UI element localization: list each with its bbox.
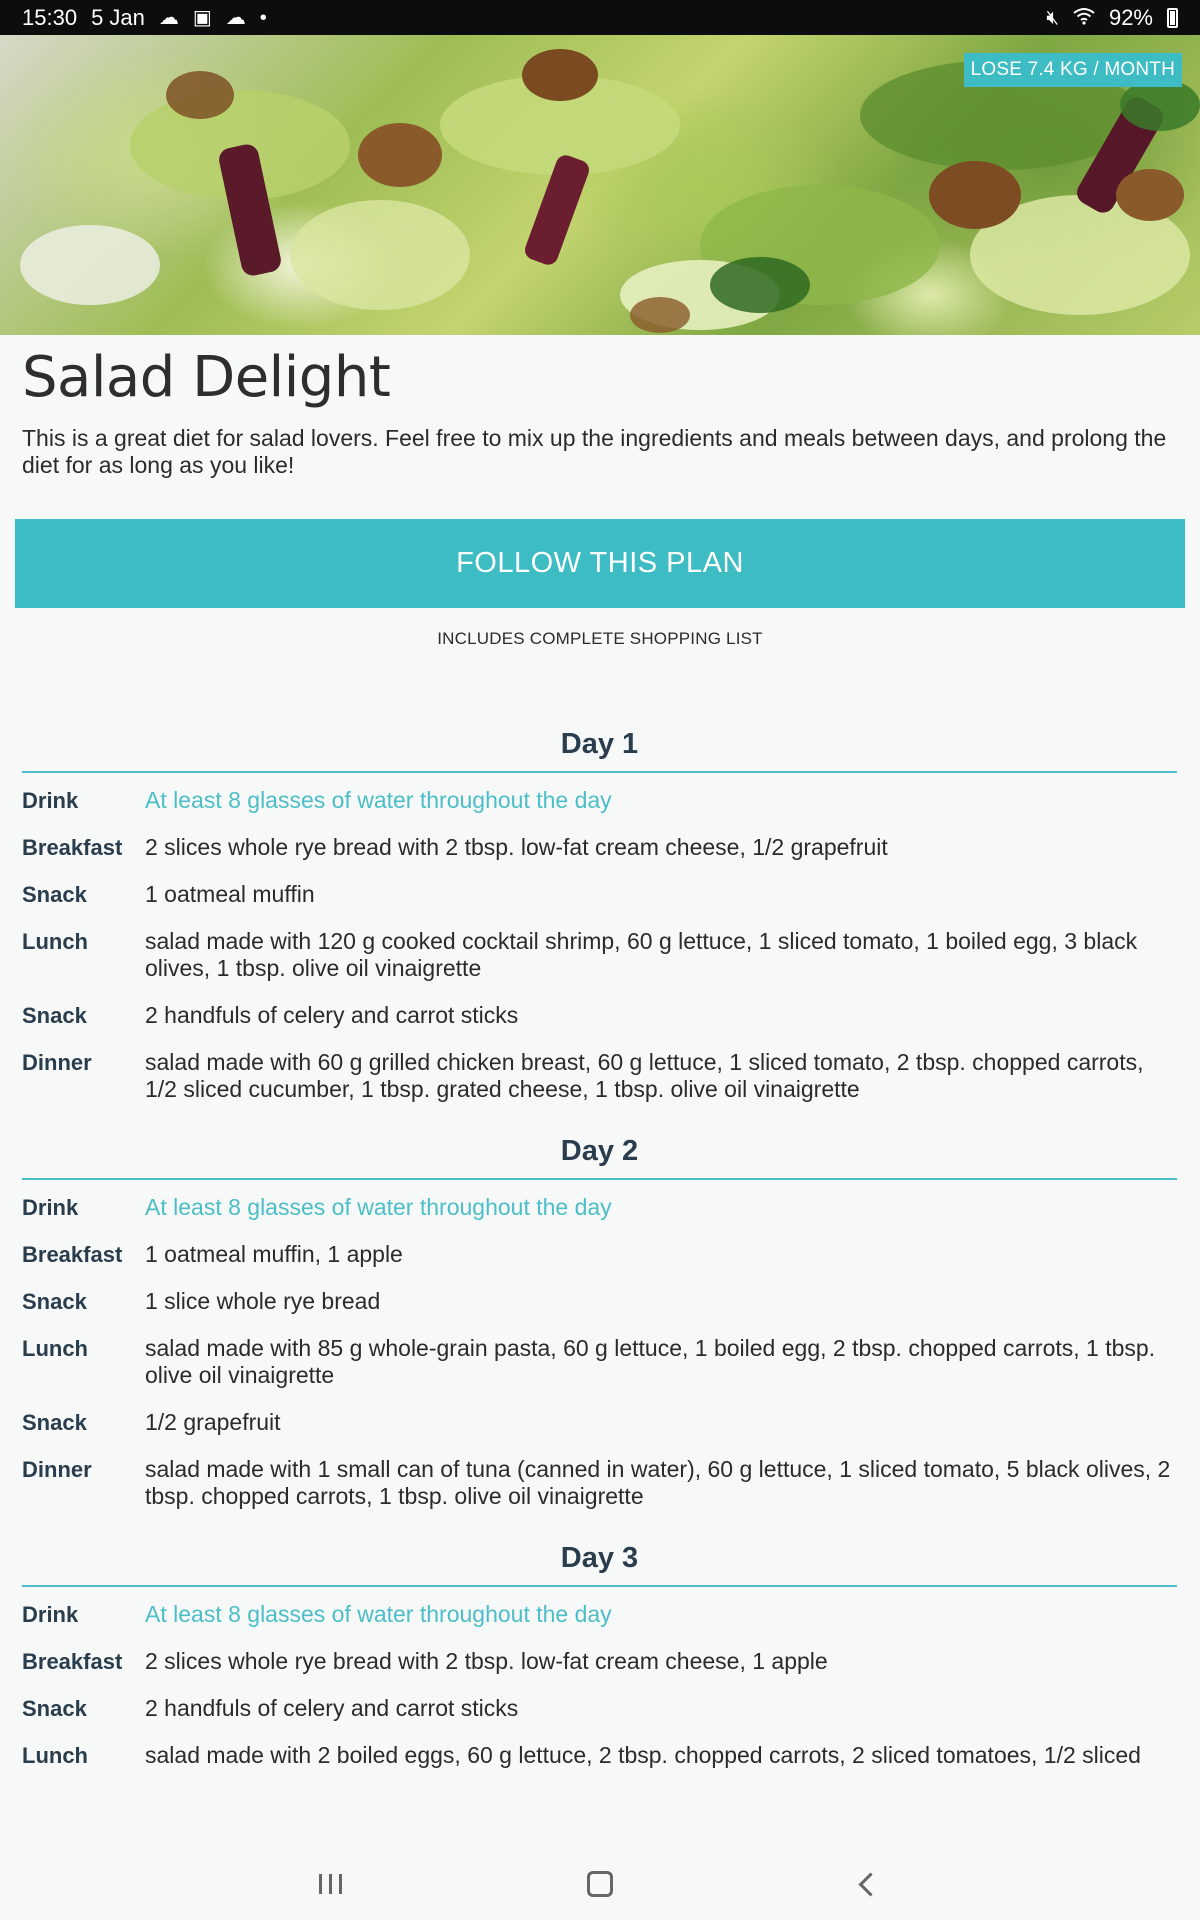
meal-text: 1 slice whole rye bread bbox=[145, 1288, 381, 1314]
meal-label: Snack bbox=[22, 1410, 87, 1435]
meal-text: salad made with 60 g grilled chicken breast, 60 g lettuce, 1 sliced tomato, 2 tbsp. chopped carrots, 1/2 sliced cucumber, 1 tbsp. grated cheese, 1 tbsp. olive oil vinaigrette bbox=[145, 1049, 1144, 1102]
follow-plan-button[interactable]: FOLLOW THIS PLAN bbox=[15, 519, 1185, 608]
meal-row bbox=[22, 787, 1177, 814]
meal-label: Lunch bbox=[22, 1336, 88, 1361]
meal-label: Drink bbox=[22, 1195, 79, 1220]
meal-label: Breakfast bbox=[22, 1242, 123, 1267]
meal-text: At least 8 glasses of water throughout the day bbox=[145, 1601, 612, 1627]
day-section bbox=[22, 1135, 1177, 1510]
meal-text: 1 oatmeal muffin bbox=[145, 881, 315, 907]
meal-text: 2 handfuls of celery and carrot sticks bbox=[145, 1695, 519, 1721]
meal-text: 2 handfuls of celery and carrot sticks bbox=[145, 1002, 519, 1028]
wifi-icon bbox=[1073, 7, 1095, 29]
back-button[interactable] bbox=[735, 1854, 1005, 1914]
day-title: Day 2 bbox=[22, 1135, 1177, 1180]
meal-row bbox=[22, 1002, 1177, 1029]
day-section bbox=[22, 1542, 1177, 1769]
meal-label: Dinner bbox=[22, 1050, 92, 1075]
meal-label: Drink bbox=[22, 1602, 79, 1627]
image-icon: ▣ bbox=[192, 6, 212, 29]
day-title: Day 3 bbox=[22, 1542, 1177, 1587]
meal-row bbox=[22, 834, 1177, 861]
meal-label: Snack bbox=[22, 1289, 87, 1314]
meal-text: salad made with 2 boiled eggs, 60 g lettuce, 2 tbsp. chopped carrots, 2 sliced tomatoes, 1/2 sliced bbox=[145, 1742, 1141, 1768]
meal-row bbox=[22, 1194, 1177, 1221]
meal-label: Snack bbox=[22, 882, 87, 907]
meal-row bbox=[22, 1456, 1177, 1510]
meal-label: Breakfast bbox=[22, 1649, 123, 1674]
meal-label: Breakfast bbox=[22, 835, 123, 860]
back-icon bbox=[858, 1872, 882, 1896]
recents-button[interactable] bbox=[195, 1854, 465, 1914]
meal-label: Dinner bbox=[22, 1457, 92, 1482]
meal-row bbox=[22, 1695, 1177, 1722]
meal-row bbox=[22, 1648, 1177, 1675]
day-section bbox=[22, 728, 1177, 1103]
battery-icon bbox=[1167, 8, 1178, 28]
meal-row bbox=[22, 1241, 1177, 1268]
shopping-list-note: INCLUDES COMPLETE SHOPPING LIST bbox=[437, 629, 763, 648]
meal-text: At least 8 glasses of water throughout the day bbox=[145, 1194, 612, 1220]
navigation-bar bbox=[0, 1848, 1200, 1920]
meal-label: Snack bbox=[22, 1003, 87, 1028]
meal-row bbox=[22, 1335, 1177, 1389]
status-time: 15:30 bbox=[22, 4, 78, 30]
meal-label: Snack bbox=[22, 1696, 87, 1721]
hero-image bbox=[0, 35, 1200, 335]
meal-text: 1/2 grapefruit bbox=[145, 1409, 281, 1435]
meal-text: 2 slices whole rye bread with 2 tbsp. low-fat cream cheese, 1/2 grapefruit bbox=[145, 834, 888, 860]
meal-row bbox=[22, 881, 1177, 908]
meal-label: Lunch bbox=[22, 1743, 88, 1768]
meal-row bbox=[22, 1409, 1177, 1436]
weight-loss-badge: LOSE 7.4 KG / MONTH bbox=[964, 53, 1182, 87]
cloud-icon: ☁ bbox=[225, 6, 246, 29]
status-bar bbox=[0, 0, 1200, 35]
cloud-icon: ☁ bbox=[158, 6, 179, 29]
home-button[interactable] bbox=[465, 1854, 735, 1914]
day-title: Day 1 bbox=[22, 728, 1177, 773]
recents-icon bbox=[319, 1874, 342, 1894]
mute-icon: 🔇︎ bbox=[1046, 6, 1059, 29]
meal-text: 2 slices whole rye bread with 2 tbsp. low-fat cream cheese, 1 apple bbox=[145, 1648, 828, 1674]
status-bar-right bbox=[1046, 5, 1178, 31]
meal-text: At least 8 glasses of water throughout the day bbox=[145, 787, 612, 813]
meal-text: salad made with 85 g whole-grain pasta, 60 g lettuce, 1 boiled egg, 2 tbsp. chopped carrots, 1 tbsp. olive oil vinaigrette bbox=[145, 1335, 1156, 1388]
home-icon bbox=[587, 1871, 613, 1897]
meal-row bbox=[22, 1288, 1177, 1315]
meal-text: 1 oatmeal muffin, 1 apple bbox=[145, 1241, 403, 1267]
meal-row bbox=[22, 1049, 1177, 1103]
meal-text: salad made with 120 g cooked cocktail shrimp, 60 g lettuce, 1 sliced tomato, 1 boiled egg, 3 black olives, 1 tbsp. olive oil vinaigrette bbox=[145, 928, 1138, 981]
meal-row bbox=[22, 928, 1177, 982]
dot-icon: • bbox=[259, 6, 267, 29]
plan-description: This is a great diet for salad lovers. Feel free to mix up the ingredients and meals between days, and prolong the diet for as long as you like! bbox=[22, 425, 1167, 478]
page-title: Salad Delight bbox=[22, 345, 391, 410]
meal-text: salad made with 1 small can of tuna (canned in water), 60 g lettuce, 1 sliced tomato, 5 black olives, 2 tbsp. chopped carrots, 1 tbsp. olive oil vinaigrette bbox=[145, 1456, 1171, 1509]
day-list bbox=[22, 728, 1177, 1801]
status-date: 5 Jan bbox=[91, 4, 145, 30]
meal-row bbox=[22, 1601, 1177, 1628]
meal-label: Drink bbox=[22, 788, 79, 813]
battery-percentage: 92% bbox=[1108, 4, 1153, 30]
meal-label: Lunch bbox=[22, 929, 88, 954]
meal-row bbox=[22, 1742, 1177, 1769]
status-bar-left bbox=[22, 5, 267, 31]
